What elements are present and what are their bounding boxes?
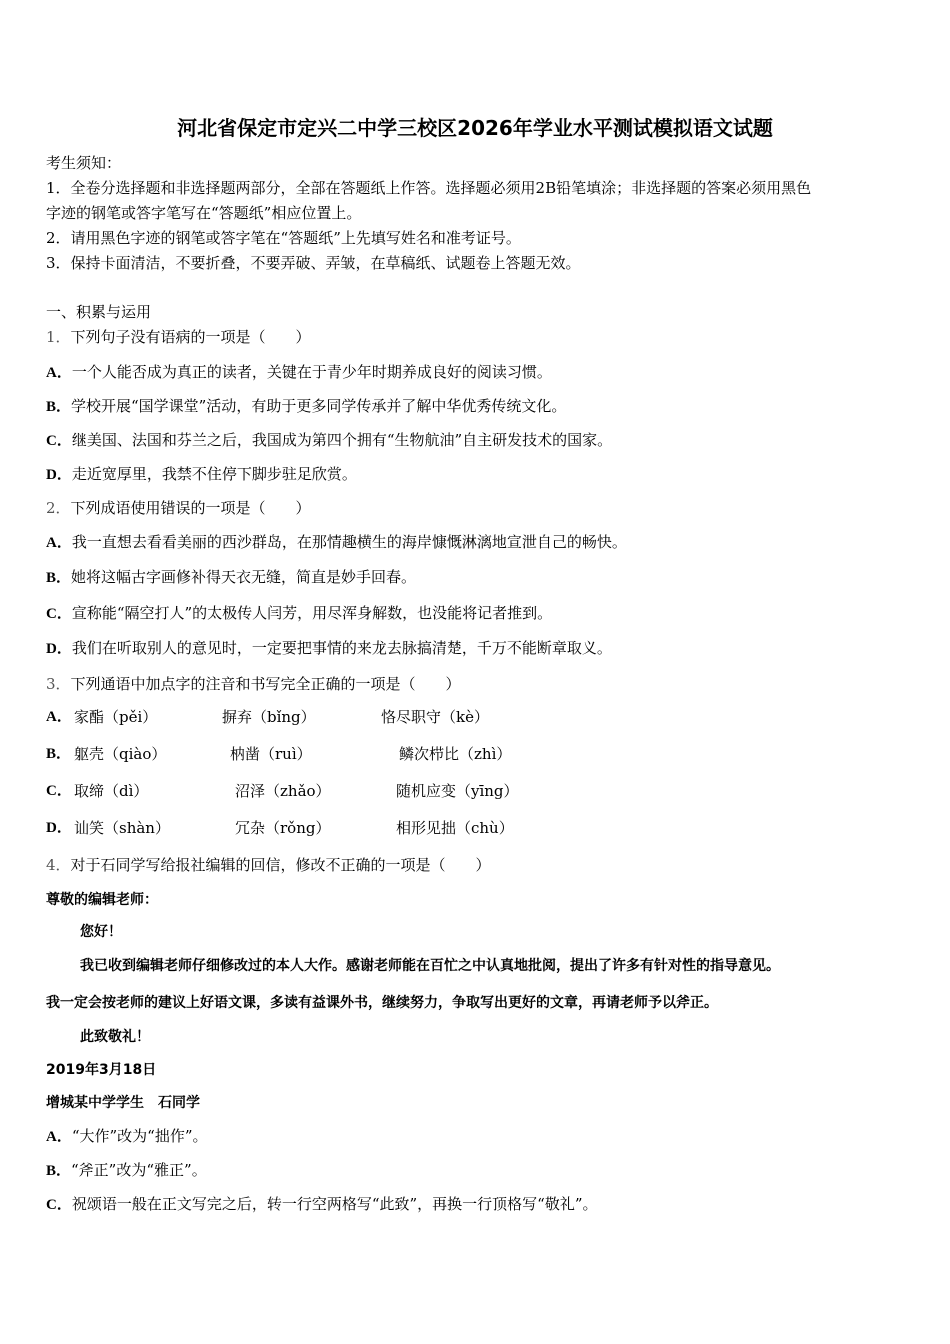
letter-signature: 增城某中学学生 石同学: [46, 1095, 200, 1111]
notice-item-1-cont: 字迹的钢笔或答字笔写在“答题纸”相应位置上。: [46, 204, 362, 222]
option-text: 继美国、法国和芬兰之后，我国成为第四个拥有“生物航油”自主研发技术的国家。: [71, 431, 613, 449]
option-letter: A．: [46, 365, 72, 381]
q1-option-a: [46, 362, 552, 383]
letter-closing: 此致敬礼！: [80, 1029, 150, 1045]
q3-d-col2: 冗杂（rǒng）: [235, 819, 331, 837]
q1-option-c: [46, 430, 612, 451]
q3-c-col3: 随机应变（yīng）: [396, 782, 519, 800]
option-text: 我一直想去看看美丽的西沙群岛，在那情趣横生的海岸慷慨淋漓地宣泄自己的畅快。: [71, 533, 627, 551]
notice-item-1: 1．全卷分选择题和非选择题两部分，全部在答题纸上作答。选择题必须用2B铅笔填涂；非选择题的答案必须用黑色: [46, 179, 812, 197]
option-text: 她将这幅古字画修补得天衣无缝，简直是妙手回春。: [71, 568, 417, 586]
option-letter: B．: [46, 570, 72, 586]
q3-c-letter: C．: [46, 783, 72, 799]
option-text: 宣称能“隔空打人”的太极传人闫芳，用尽浑身解数，也没能将记者推到。: [71, 604, 553, 622]
q3-a-letter: A．: [46, 709, 72, 725]
question-stem: 下列句子没有语病的一项是（ ）: [70, 328, 311, 346]
notice-item-3: 3．保持卡面清洁，不要折叠，不要弄破、弄皱，在草稿纸、试题卷上答题无效。: [46, 254, 581, 272]
q2-option-a: [46, 532, 627, 553]
question-stem: 下列成语使用错误的一项是（ ）: [70, 499, 311, 517]
option-letter: D．: [46, 641, 72, 657]
q2-option-d: [46, 638, 612, 659]
question-3: [46, 674, 461, 694]
option-letter: C．: [46, 1197, 72, 1213]
option-letter: D．: [46, 467, 72, 483]
notice-item-2: 2．请用黑色字迹的钢笔或答字笔在“答题纸”上先填写姓名和准考证号。: [46, 229, 521, 247]
letter-greeting: 您好！: [80, 924, 122, 940]
q3-a-col1: 家酯（pěi）: [74, 708, 158, 726]
question-number: 3．: [46, 675, 71, 693]
q3-b-col1: 躯壳（qiào）: [74, 745, 167, 763]
option-text: 我们在听取别人的意见时，一定要把事情的来龙去脉搞清楚，千万不能断章取义。: [71, 639, 612, 657]
option-letter: C．: [46, 606, 72, 622]
q3-d-col3: 相形见拙（chù）: [396, 819, 514, 837]
question-number: 4．: [46, 856, 71, 874]
q4-option-b: [46, 1160, 207, 1181]
q1-option-d: [46, 464, 357, 485]
letter-body-1: 我已收到编辑老师仔细修改过的本人大作。感谢老师能在百忙之中认真地批阅，提出了许多有针对性的指导意见。: [80, 958, 780, 974]
exam-title: 河北省保定市定兴二中学三校区2026年学业水平测试模拟语文试题: [177, 116, 773, 140]
option-letter: B．: [46, 1163, 72, 1179]
q3-c-col1: 取缔（dì）: [74, 782, 149, 800]
option-text: “大作”改为“拙作”。: [71, 1127, 208, 1145]
q2-option-c: [46, 603, 552, 624]
option-text: 走近宽厚里，我禁不住停下脚步驻足欣赏。: [71, 465, 357, 483]
question-number: 1．: [46, 328, 71, 346]
q3-a-col2: 摒弃（bǐng）: [222, 708, 316, 726]
option-letter: A．: [46, 535, 72, 551]
q3-a-col3: 恪尽职守（kè）: [381, 708, 489, 726]
question-1: [46, 327, 311, 347]
option-text: 学校开展“国学课堂”活动，有助于更多同学传承并了解中华优秀传统文化。: [71, 397, 567, 415]
q4-option-c: [46, 1194, 598, 1215]
question-stem: 对于石同学写给报社编辑的回信，修改不正确的一项是（ ）: [70, 856, 491, 874]
q3-d-col1: 讪笑（shàn）: [74, 819, 170, 837]
q2-option-b: [46, 567, 416, 588]
question-4: [46, 855, 491, 875]
letter-salutation: 尊敬的编辑老师：: [46, 892, 158, 908]
q3-b-col2: 枘凿（ruì）: [230, 745, 312, 763]
letter-body-2: 我一定会按老师的建议上好语文课，多读有益课外书，继续努力，争取写出更好的文章，再请老师予以斧正。: [46, 995, 718, 1011]
option-text: 祝颂语一般在正文写完之后，转一行空两格写“此致”，再换一行顶格写“敬礼”。: [71, 1195, 598, 1213]
option-text: 一个人能否成为真正的读者，关键在于青少年时期养成良好的阅读习惯。: [71, 363, 552, 381]
q4-option-a: [46, 1126, 208, 1147]
question-number: 2．: [46, 499, 71, 517]
option-letter: C．: [46, 433, 72, 449]
option-letter: B．: [46, 399, 72, 415]
q3-b-letter: B．: [46, 746, 72, 762]
letter-date: 2019年3月18日: [46, 1062, 157, 1078]
section-heading: 一、积累与运用: [46, 303, 152, 321]
question-2: [46, 498, 311, 518]
q3-c-col2: 沼泽（zhǎo）: [235, 782, 331, 800]
q3-b-col3: 鳞次栉比（zhì）: [399, 745, 512, 763]
notice-heading: 考生须知：: [46, 154, 122, 172]
question-stem: 下列通语中加点字的注音和书写完全正确的一项是（ ）: [70, 675, 461, 693]
option-letter: A．: [46, 1129, 72, 1145]
q1-option-b: [46, 396, 566, 417]
option-text: “斧正”改为“雅正”。: [71, 1161, 207, 1179]
q3-d-letter: D．: [46, 820, 72, 836]
